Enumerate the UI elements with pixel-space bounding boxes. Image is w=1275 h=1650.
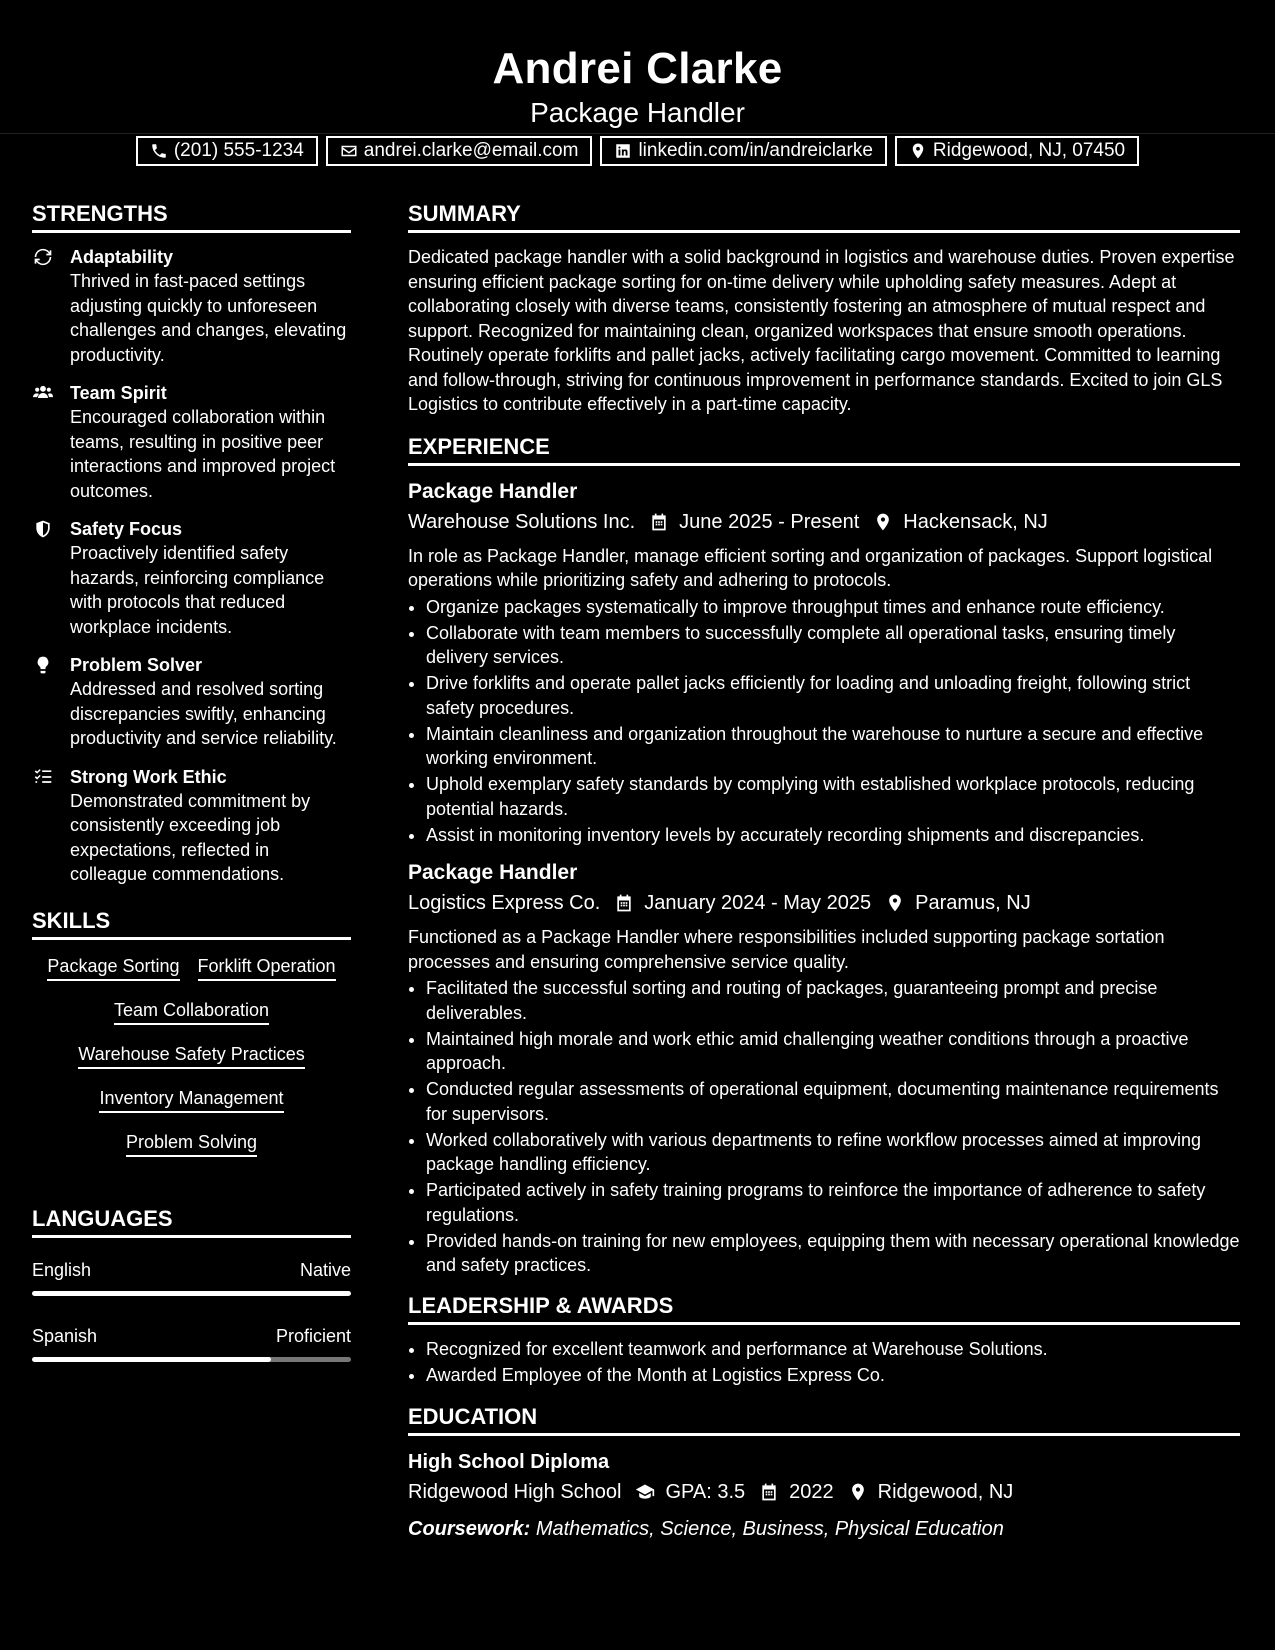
shield-icon [32,519,54,539]
job-location: Hackensack, NJ [903,510,1048,533]
gpa: GPA: 3.5 [665,1481,746,1503]
job-entry [408,859,1240,1278]
award-item: • Recognized for excellent teamwork and performance at Warehouse Solutions. [426,1337,1240,1362]
language-level: Native [299,1259,351,1280]
strength-title: Team Spirit [70,383,167,403]
experience-heading: EXPERIENCE [408,433,1240,466]
candidate-title: Package Handler [530,97,745,128]
awards-list [408,1337,1240,1388]
users-icon [32,383,54,403]
company-name: Logistics Express Co. [408,892,601,914]
job-bullet: • Organize packages systematically to improve throughput times and enhance route efficiency. [426,595,1240,620]
strength-item [32,381,351,503]
envelope-icon [340,142,358,160]
proficiency-fill [32,1291,351,1296]
skill-tag: Team Collaboration [114,998,269,1025]
resume-header [0,0,1275,161]
education-heading: EDUCATION [408,1403,1240,1436]
strength-item [32,517,351,639]
phone-text: (201) 555-1234 [173,140,304,161]
map-pin-icon [873,512,893,532]
degree-title: High School Diploma [408,1451,610,1473]
location-text: Ridgewood, NJ, 07450 [932,140,1126,161]
linkedin-text: linkedin.com/in/andreiclarke [638,140,873,161]
job-bullet: • Drive forklifts and operate pallet jacks efficiently for loading and unloading freight, following strict safety procedures. [426,671,1240,720]
skills-list [32,952,351,1165]
job-bullet: • Collaborate with team members to successfully complete all operational tasks, ensuring timely delivery services. [426,621,1240,670]
right-column [408,200,1240,1544]
strength-desc: Thrived in fast-paced settings adjusting quickly to unforeseen challenges and changes, elevating productivity. [70,271,347,365]
job-bullet: • Provided hands-on training for new employees, equipping them with necessary operational knowledge and safety practices. [426,1229,1240,1278]
contact-bar [0,136,1275,166]
strength-desc: Encouraged collaboration within teams, resulting in positive peer interactions and improved project outcomes. [70,407,336,501]
skills-heading: SKILLS [32,907,351,940]
job-bullet: • Facilitated the successful sorting and routing of packages, guaranteeing prompt and precise deliverables. [426,976,1240,1025]
strength-item [32,245,351,367]
company-name: Warehouse Solutions Inc. [408,510,636,533]
languages-heading: LANGUAGES [32,1205,351,1238]
left-column [32,200,351,1390]
job-bullet: • Assist in monitoring inventory levels by accurately recording shipments and discrepancies. [426,823,1240,848]
skill-tag: Inventory Management [99,1086,283,1113]
phone-icon [150,142,168,160]
job-title: Package Handler [408,861,578,884]
refresh-icon [32,247,54,267]
skill-tag: Forklift Operation [198,954,336,981]
award-item: • Awarded Employee of the Month at Logistics Express Co. [426,1363,1240,1388]
map-pin-icon [885,893,905,913]
lightbulb-icon [32,655,54,675]
strength-item [32,765,351,887]
language-item [32,1258,351,1296]
job-description: Functioned as a Package Handler where responsibilities included supporting package sortation processes and ensuring comprehensive service quality. [408,927,1165,972]
contact-linkedin[interactable] [600,136,886,166]
skill-tag: Warehouse Safety Practices [78,1042,304,1069]
language-item [32,1324,351,1362]
job-entry [408,478,1240,848]
contact-email[interactable] [326,136,593,166]
job-location: Paramus, NJ [915,892,1031,914]
job-bullet: • Conducted regular assessments of operational equipment, documenting maintenance requirements for supervisors. [426,1077,1240,1126]
graduation-year: 2022 [789,1481,834,1503]
job-meta [408,887,1240,919]
map-pin-icon [848,1482,868,1502]
graduation-cap-icon [635,1482,655,1502]
awards-heading: LEADERSHIP & AWARDS [408,1292,1240,1325]
calendar-icon [649,512,669,532]
language-level: Proficient [275,1325,351,1346]
strength-title: Safety Focus [70,519,183,539]
job-bullet: • Participated actively in safety training programs to reinforce the importance of adherence to safety regulations. [426,1178,1240,1227]
strength-title: Problem Solver [70,655,203,675]
proficiency-fill [32,1357,271,1362]
skill-tag: Package Sorting [47,954,179,981]
coursework [408,1514,1240,1544]
strength-title: Strong Work Ethic [70,766,227,787]
job-dates: January 2024 - May 2025 [644,892,872,914]
education-meta [408,1476,1240,1508]
strength-desc: Proactively identified safety hazards, reinforcing compliance with protocols that reduced workplace incidents. [70,543,325,637]
email-text: andrei.clarke@email.com [363,140,579,161]
job-bullet: • Worked collaboratively with various departments to refine workflow processes aimed at improving package handling efficiency. [426,1128,1240,1177]
strength-title: Adaptability [70,247,174,267]
job-dates: June 2025 - Present [679,510,860,533]
strength-item [32,653,351,751]
calendar-icon [759,1482,779,1502]
map-pin-icon [909,142,927,160]
contact-phone[interactable] [136,136,318,166]
coursework-label: Coursework: [408,1518,531,1540]
job-bullet: • Maintained high morale and work ethic amid challenging weather conditions through a proactive approach. [426,1027,1240,1076]
coursework-list: Mathematics, Science, Business, Physical Education [535,1518,1004,1540]
job-bullets [408,595,1240,848]
school-name: Ridgewood High School [408,1481,622,1503]
job-description: In role as Package Handler, manage efficient sorting and organization of packages. Support logistical operations while prioritizing safety and adhering to protocols. [408,545,1213,590]
linkedin-icon [614,142,632,160]
job-bullet: • Uphold exemplary safety standards by complying with established workplace protocols, reducing potential hazards. [426,772,1240,821]
school-location: Ridgewood, NJ [877,1481,1014,1503]
strength-desc: Demonstrated commitment by consistently exceeding job expectations, reflected in colleague commendations. [70,790,311,884]
proficiency-bar [32,1357,351,1362]
language-name: English [32,1259,92,1280]
language-name: Spanish [32,1325,98,1346]
job-title: Package Handler [408,479,578,503]
strengths-heading: STRENGTHS [32,200,351,233]
summary-heading: SUMMARY [408,200,1240,233]
task-list-icon [32,767,54,787]
candidate-name: Andrei Clarke [492,44,783,93]
calendar-icon [614,893,634,913]
job-meta [408,506,1240,538]
proficiency-bar [32,1291,351,1296]
strength-desc: Addressed and resolved sorting discrepancies swiftly, enhancing productivity and service reliability. [70,679,337,748]
summary-text: Dedicated package handler with a solid background in logistics and warehouse duties. Proven expertise ensuring efficient package sorting for on-time delivery while upholding safety measures. Adept at collaborating closely with diverse teams, consistently fostering an atmosphere of mutual respect and support. Recognized for maintaining clean, organized workspaces that ensure smooth operations. Routinely operate forklifts and pallet jacks, actively facilitating cargo movement. Committed to learning and follow-through, striving for continuous improvement in performance standards. Excited to join GLS Logistics to contribute effectively in a part-time capacity. [408,247,1235,414]
contact-location[interactable] [895,136,1139,166]
skill-tag: Problem Solving [126,1130,257,1157]
job-bullet: • Maintain cleanliness and organization throughout the warehouse to nurture a secure and effective working environment. [426,722,1240,771]
job-bullets [408,976,1240,1278]
